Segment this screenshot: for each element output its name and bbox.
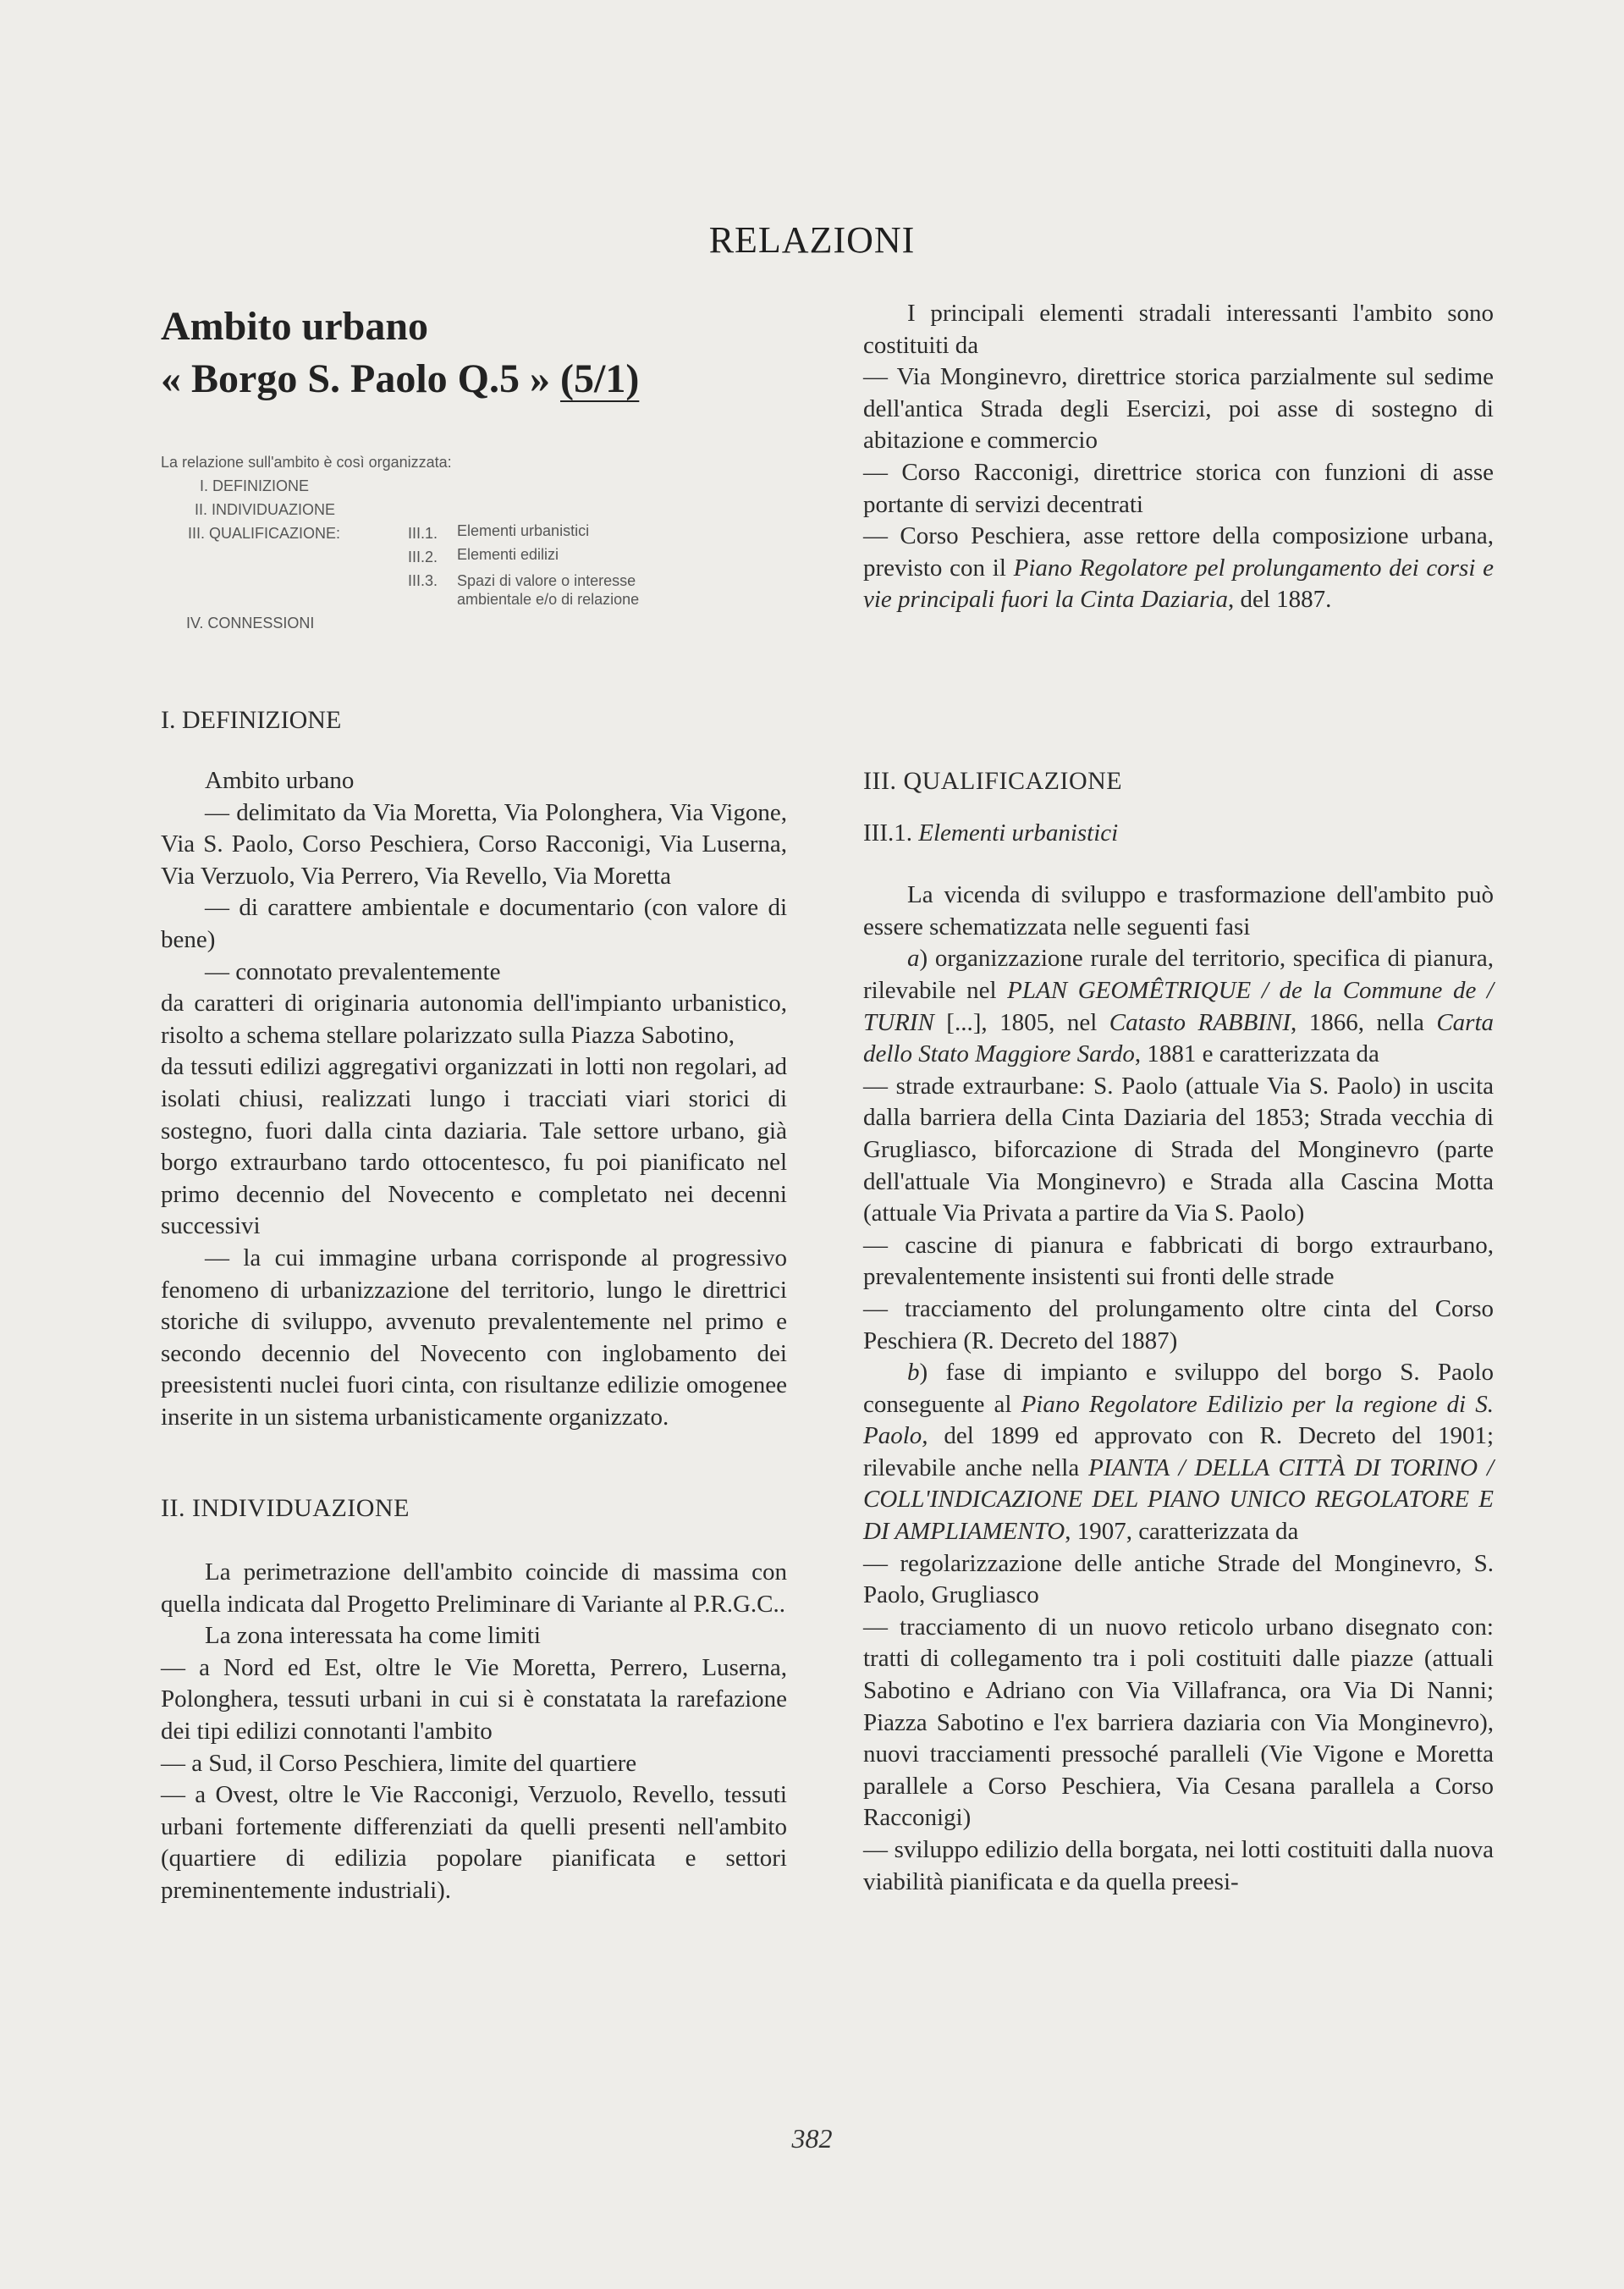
toc-item-i: I. DEFINIZIONE — [200, 477, 310, 494]
text-run: , del 1887. — [1227, 586, 1332, 614]
section-heading-individuazione: II. INDIVIDUAZIONE — [161, 1494, 410, 1523]
table-of-contents — [161, 450, 702, 635]
toc-item-iii-label: III. QUALIFICAZIONE: — [188, 525, 341, 542]
dash-item: — di carattere ambientale e documentario (con valore di bene) — [161, 894, 787, 953]
toc-sub-label: Spazi di valore o interesse ambientale e/o di relazione — [457, 572, 640, 608]
phase-letter: b — [907, 1359, 920, 1387]
text-run: , 1881 e caratterizzata da — [1134, 1040, 1379, 1068]
toc-intro: La relazione sull'ambito è così organizzata: — [161, 454, 452, 471]
paragraph: La zona interessata ha come limiti — [205, 1622, 541, 1650]
dash-item: — Corso Racconigi, direttrice storica con funzioni di asse portante di servizi decentrati — [863, 458, 1494, 518]
dash-item: — la cui immagine urbana corrisponde al progressivo fenomeno di urbanizzazione del territorio, lungo le direttrici storiche di sviluppo, avvenuto prevalentemente nel primo e secondo decennio del Novecento con inglobamento dei preesistenti nuclei fuori cinta, con risultanze edilizie omogenee inserite in un sistema urbanisticamente organizzato. — [161, 1244, 787, 1431]
dash-item: — tracciamento di un nuovo reticolo urbano disegnato con: tratti di collegamento tra i poli costituiti dalle piazze (attuali Sabotino e Adriano con Via Villafranca, ora Via Di Nanni; Piazza Sabotino e l'ex barriera daziaria con Via Monginevro), nuovi tracciamenti pressoché paralleli (Vie Vigone e Moretta parallele a Corso Peschiera, Via Cesana parallela a Corso Racconigi) — [863, 1613, 1494, 1832]
italic-title: PIANTA / DELLA CITTÀ DI TORINO / COLL'INDICAZIONE DEL PIANO UNICO REGOLATORE E DI AMPLIAMENTO — [863, 1453, 1494, 1546]
toc-item-ii: II. INDIVIDUAZIONE — [195, 501, 336, 518]
italic-title: Piano Regolatore Edilizio per la regione di S. Paolo, — [863, 1390, 1494, 1450]
phase-b — [863, 1357, 1494, 1548]
italic-title: Catasto RABBINI — [1109, 1008, 1291, 1036]
dash-item: — a Nord ed Est, oltre le Vie Moretta, Perrero, Luserna, Polonghera, tessuti urbani in cui si è constatata la rarefazione dei tipi edilizi connotanti l'ambito — [161, 1653, 787, 1746]
paragraph: Ambito urbano — [205, 767, 355, 794]
toc-sub-label: Elementi urbanistici — [457, 522, 590, 539]
article-title-line2 — [161, 353, 639, 405]
subsection-label: Elementi urbanistici — [918, 819, 1119, 847]
left-column — [161, 765, 787, 1907]
toc-sub-num: III.3. — [408, 572, 438, 589]
dash-item: — strade extraurbane: S. Paolo (attuale Via S. Paolo) in uscita dalla barriera della Cinta Daziaria del 1853; Strada vecchia di Grugliasco, biforcazione di Strada del Monginevro (parte dell'attuale Via Monginevro) e Strada alla Cascina Motta (attuale Via Privata a partire da Via S. Paolo) — [863, 1072, 1494, 1227]
article-title-line1: Ambito urbano — [161, 304, 429, 349]
article-code: (5/1) — [560, 356, 640, 401]
text-run: ) organizzazione rurale del territorio, specifica di pianura, rilevabile nel — [863, 945, 1494, 1004]
text-run: del 1899 ed approvato con R. Decreto del 1901; rilevabile anche nella — [863, 1422, 1494, 1481]
paragraph: La perimetrazione dell'ambito coincide di massima con quella indicata dal Progetto Preliminare di Variante al P.R.G.C.. — [161, 1558, 787, 1618]
text-run: , 1866, nella — [1291, 1008, 1437, 1036]
toc-item-iv: IV. CONNESSIONI — [186, 615, 315, 632]
text-run: ) fase di impianto e sviluppo del borgo S. Paolo conseguente al — [863, 1359, 1494, 1418]
italic-title: PLAN GEOMÊTRIQUE / de la Commune de / TURIN — [863, 976, 1494, 1036]
phase-a — [863, 943, 1494, 1070]
right-column — [863, 765, 1494, 1898]
dash-item — [863, 521, 1494, 616]
running-title: RELAZIONI — [708, 219, 916, 261]
intro-right-column — [863, 298, 1494, 616]
toc-item-iii — [161, 521, 702, 545]
article-title — [161, 301, 639, 405]
italic-title: Piano Regolatore pel prolungamento dei corsi e vie principali fuori la Cinta Daziaria — [863, 554, 1494, 614]
article-title-name: « Borgo S. Paolo Q.5 » — [161, 356, 561, 401]
dash-item: — tracciamento del prolungamento oltre cinta del Corso Peschiera (R. Decreto del 1887) — [863, 1294, 1494, 1354]
subsection-heading — [863, 818, 1494, 850]
paragraph: I principali elementi stradali interessanti l'ambito sono costituiti da — [863, 300, 1494, 359]
dash-item: — Via Monginevro, direttrice storica parzialmente sul sedime dell'antica Strada degli Esercizi, poi asse di sostegno di abitazione e commercio — [863, 363, 1494, 455]
toc-sub-num: III.2. — [408, 549, 438, 565]
phase-letter: a — [907, 945, 920, 973]
dash-item: — sviluppo edilizio della borgata, nei lotti costituiti dalla nuova viabilità pianificata e da quella preesi- — [863, 1836, 1494, 1895]
toc-item-iii3 — [161, 569, 702, 611]
paragraph: La vicenda di sviluppo e trasformazione dell'ambito può essere schematizzata nelle seguenti fasi — [863, 881, 1494, 940]
section-heading-qualificazione: III. QUALIFICAZIONE — [863, 767, 1123, 795]
dash-item: — connotato prevalentemente — [205, 957, 501, 985]
italic-title: Carta dello Stato Maggiore Sardo — [863, 1008, 1495, 1068]
dash-item: — a Sud, il Corso Peschiera, limite del quartiere — [161, 1749, 637, 1777]
paragraph: da caratteri di originaria autonomia dell'impianto urbanistico, risolto a schema stellare polarizzato sulla Piazza Sabotino, — [161, 990, 787, 1049]
toc-item-iii2 — [161, 545, 702, 569]
toc-sub-label: Elementi edilizi — [457, 546, 559, 563]
subsection-number: III.1. — [863, 819, 919, 847]
dash-item: — delimitato da Via Moretta, Via Polonghera, Via Vigone, Via S. Paolo, Corso Peschiera, Corso Racconigi, Via Luserna, Via Verzuolo, Via Perrero, Via Revello, Via Moretta — [161, 798, 787, 890]
section-heading-definizione: I. DEFINIZIONE — [161, 706, 342, 734]
dash-item: — cascine di pianura e fabbricati di borgo extraurbano, prevalentemente insistenti sui fronti delle strade — [863, 1231, 1494, 1291]
text-run: [...], 1805, nel — [933, 1008, 1109, 1036]
dash-item: — regolarizzazione delle antiche Strade del Monginevro, S. Paolo, Grugliasco — [863, 1549, 1494, 1609]
page-number: 382 — [791, 2123, 833, 2154]
paragraph: da tessuti edilizi aggregativi organizzati in lotti non regolari, ad isolati chiusi, realizzati lungo i tracciati viari storici di sostegno, fuori dalla cinta daziaria. Tale settore urbano, già borgo extraurbano tardo ottocentesco, fu poi pianificato nel primo decennio del Novecento e completato nei decenni successivi — [161, 1053, 787, 1240]
text-run: — Corso Peschiera, asse rettore della composizione urbana, previsto con il — [863, 522, 1494, 582]
toc-sub-num: III.1. — [408, 525, 438, 542]
text-run: , 1907, caratterizzata da — [1065, 1518, 1299, 1546]
dash-item: — a Ovest, oltre le Vie Racconigi, Verzuolo, Revello, tessuti urbani fortemente differenziati da quelli presenti nell'ambito (quartiere di edilizia popolare pianificata e settori preminentemente industriali). — [161, 1781, 787, 1904]
